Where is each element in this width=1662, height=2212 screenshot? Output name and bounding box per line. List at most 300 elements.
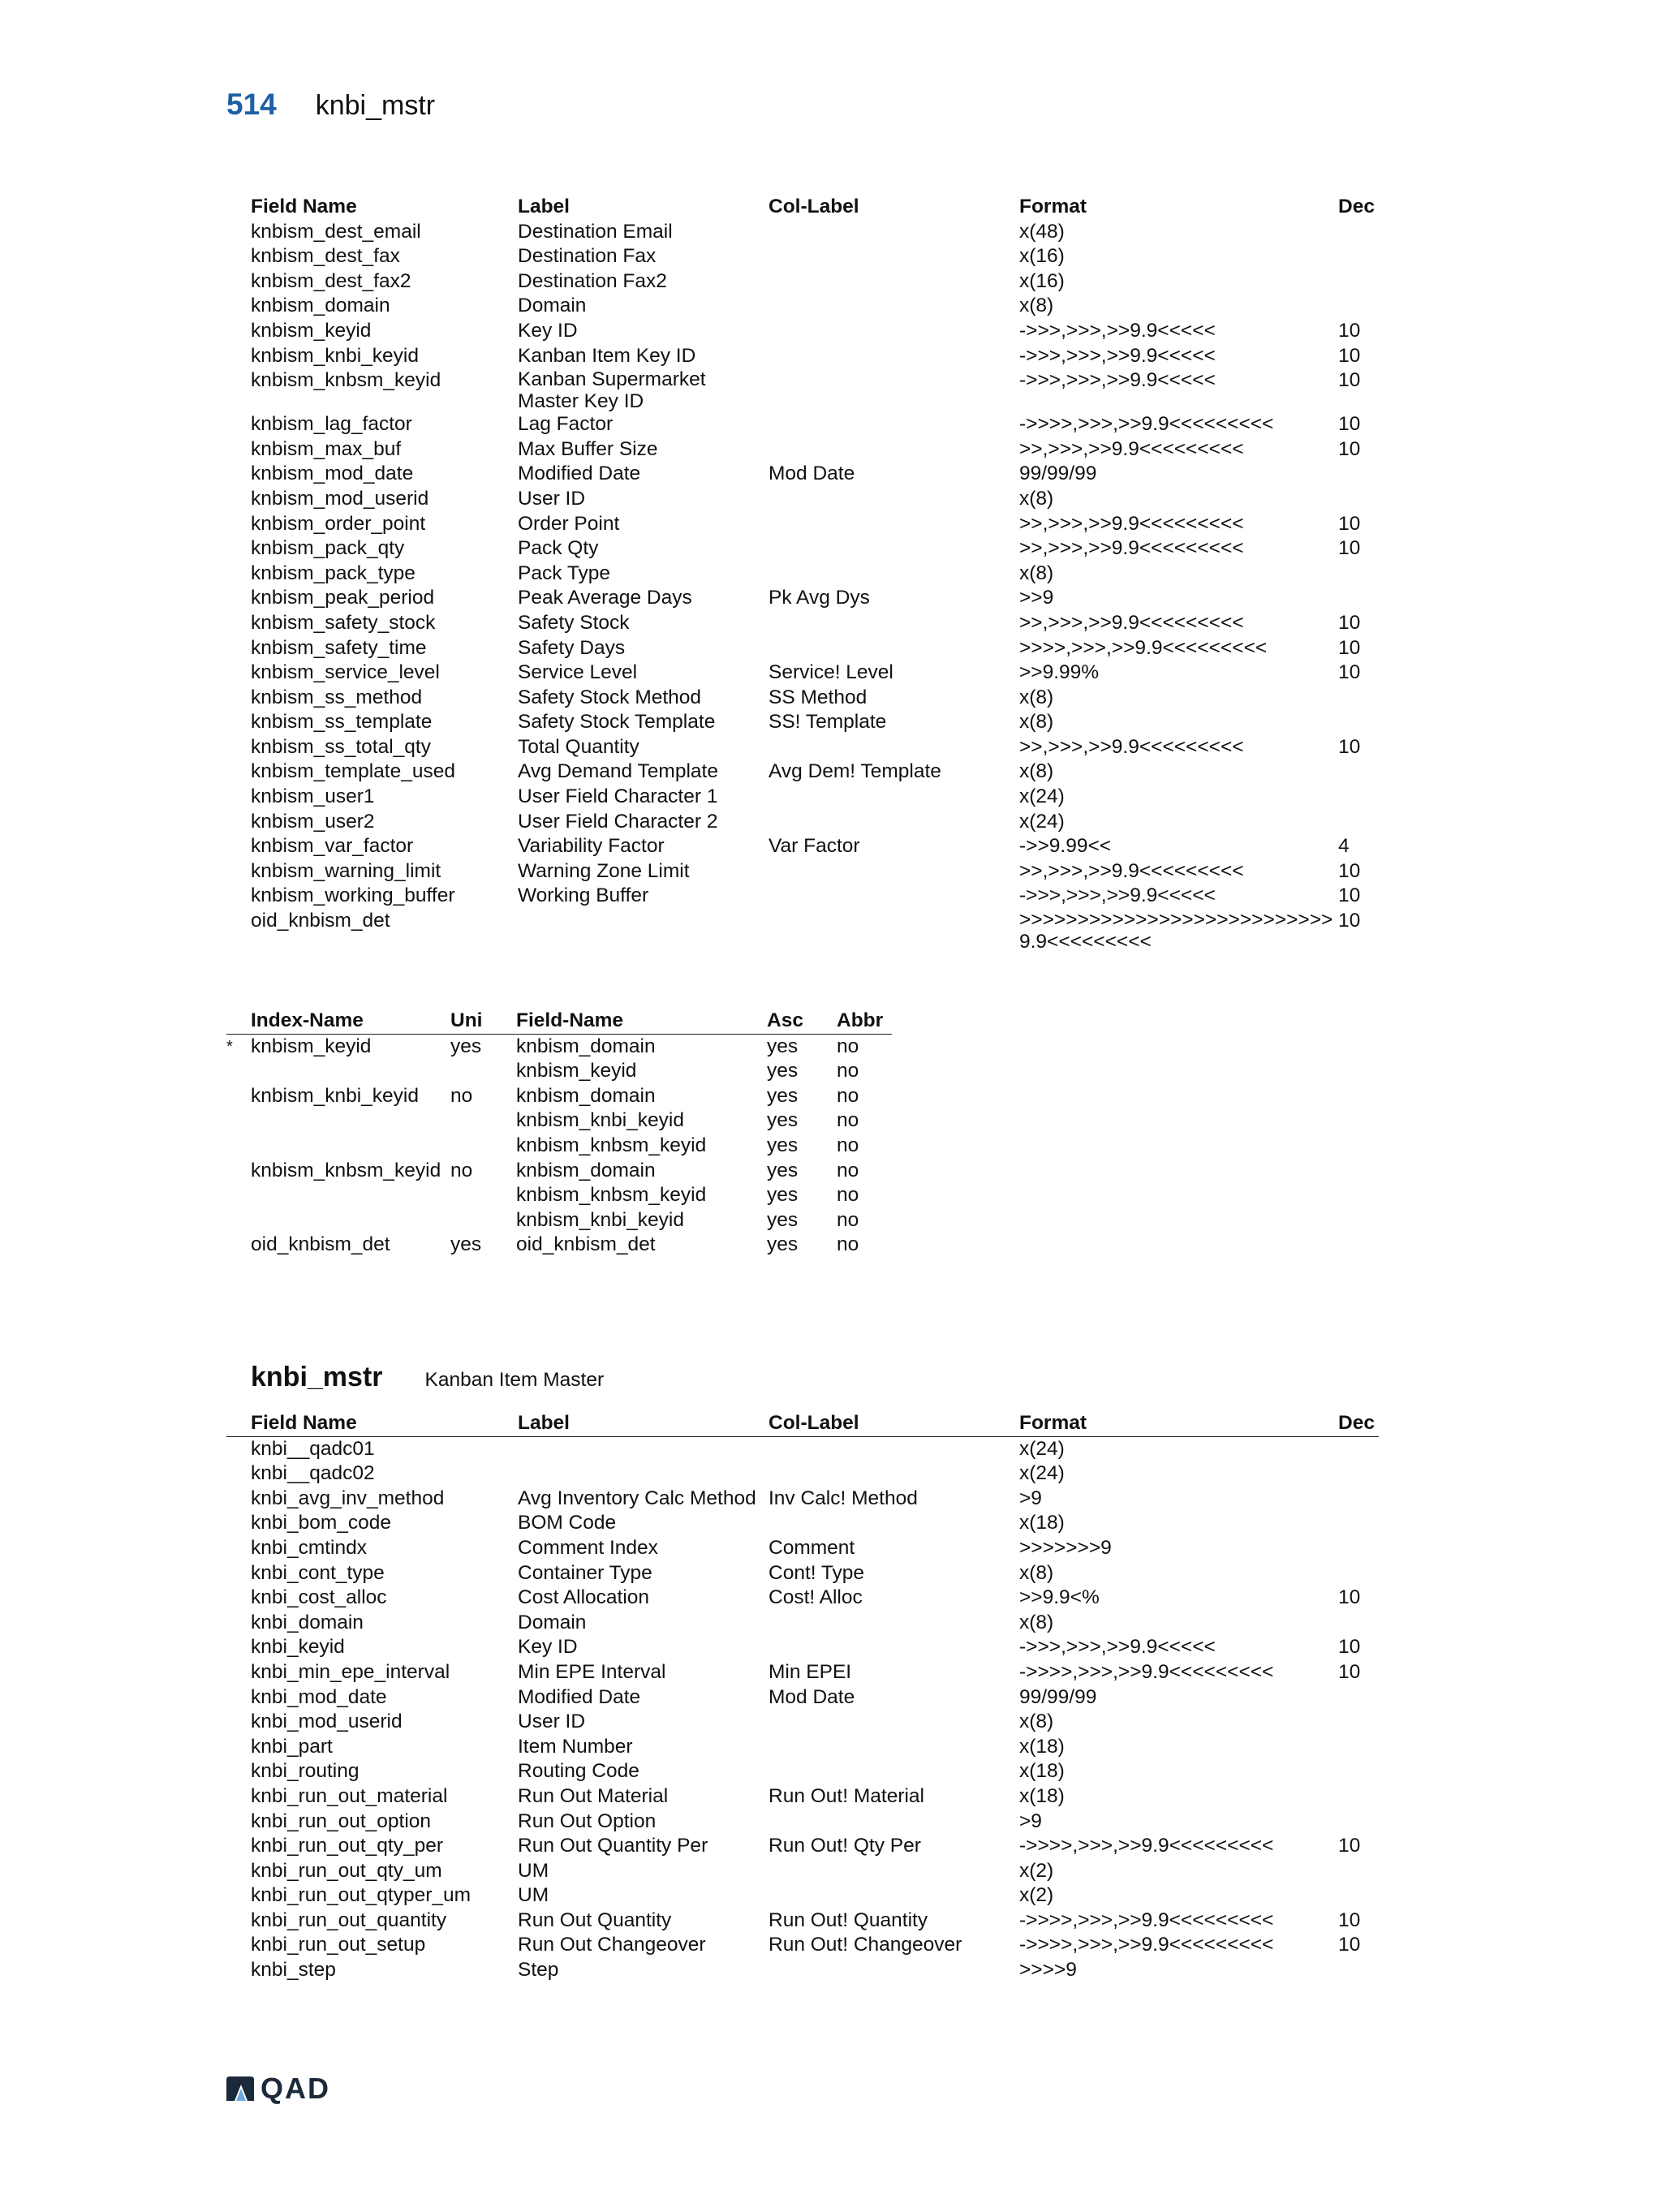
table-cell: Run Out! Material xyxy=(769,1784,924,1807)
table-cell xyxy=(1338,1561,1379,1586)
table-cell: Run Out! Quantity xyxy=(769,1909,928,1931)
table-cell: knbism_safety_stock xyxy=(251,611,436,634)
table-cell: no xyxy=(837,1208,859,1231)
table-header-row xyxy=(226,1009,892,1034)
table-cell: 10 xyxy=(1338,319,1361,342)
table-row xyxy=(226,1735,1379,1760)
table-cell: no xyxy=(837,1159,859,1181)
table-cell: >>,>>>,>>9.9<<<<<<<<< xyxy=(1019,512,1244,535)
table-cell: knbi_run_out_quantity xyxy=(251,1909,447,1931)
table-cell: knbism_ss_template xyxy=(251,711,433,734)
table-cell: Working Buffer xyxy=(518,884,649,907)
table-cell: >>9.99% xyxy=(1019,661,1100,684)
table-cell: 10 xyxy=(1338,859,1361,882)
table-cell: Min EPE Interval xyxy=(518,1660,666,1683)
table-cell xyxy=(769,735,1019,760)
table-cell: no xyxy=(837,1134,859,1156)
table-cell: yes xyxy=(767,1060,799,1082)
table-cell: ->>>,>>>,>>9.9<<<<< xyxy=(1019,1636,1216,1659)
table-cell: knbism_knbsm_keyid xyxy=(251,369,441,392)
table-row xyxy=(251,586,1379,611)
table-cell: SS! Template xyxy=(769,711,887,734)
table-row xyxy=(251,412,1379,437)
table-cell: Cost! Alloc xyxy=(769,1586,863,1609)
table-cell: knbi_step xyxy=(251,1959,336,1982)
primary-index-marker xyxy=(226,1108,251,1134)
table-row xyxy=(251,220,1379,245)
table-cell xyxy=(1338,562,1379,587)
table-cell: x(18) xyxy=(1019,1760,1065,1783)
table-cell xyxy=(1338,1735,1379,1760)
table-cell xyxy=(769,636,1019,661)
table-cell: 10 xyxy=(1338,735,1361,758)
table-cell: knbism_keyid xyxy=(251,319,372,342)
table-cell: >>,>>>,>>9.9<<<<<<<<< xyxy=(1019,611,1244,634)
table-cell xyxy=(450,1108,516,1134)
table-row xyxy=(251,636,1379,661)
table-row xyxy=(251,462,1379,487)
table-cell: x(18) xyxy=(1019,1512,1065,1534)
table-cell: knbi_run_out_setup xyxy=(251,1934,426,1956)
table-cell: Service! Level xyxy=(769,661,893,684)
table-cell xyxy=(518,1436,769,1461)
table-row xyxy=(226,1134,892,1159)
table-cell: Max Buffer Size xyxy=(518,437,658,460)
table-cell: Kanban Item Key ID xyxy=(518,344,696,367)
table-cell: 10 xyxy=(1338,1835,1361,1857)
table-cell: x(24) xyxy=(1019,1462,1065,1485)
table-cell: 10 xyxy=(1338,369,1361,392)
table-row xyxy=(226,1159,892,1184)
table-cell: knbi_mod_userid xyxy=(251,1711,403,1733)
table-cell: 10 xyxy=(1338,512,1361,535)
table-cell: Container Type xyxy=(518,1561,652,1584)
table-row xyxy=(226,1784,1379,1810)
table-cell: yes xyxy=(767,1208,799,1231)
table-cell: no xyxy=(837,1233,859,1256)
primary-index-marker xyxy=(226,1208,251,1233)
table-cell: x(8) xyxy=(1019,711,1054,734)
table-row xyxy=(226,1108,892,1134)
table-cell: x(8) xyxy=(1019,295,1054,317)
table-cell: Mod Date xyxy=(769,1685,855,1708)
table-cell xyxy=(1338,220,1379,245)
table-cell: knbism_pack_type xyxy=(251,562,416,584)
table-cell xyxy=(450,1134,516,1159)
table-row xyxy=(251,884,1379,909)
column-header: Field Name xyxy=(251,196,357,217)
column-header: Col-Label xyxy=(769,1411,1019,1436)
table-cell: knbi_min_epe_interval xyxy=(251,1660,450,1683)
table-cell: knbism_user2 xyxy=(251,810,375,833)
table-cell xyxy=(1338,1611,1379,1636)
table-cell: 99/99/99 xyxy=(1019,1685,1097,1708)
table-cell: x(24) xyxy=(1019,1437,1065,1460)
table-row xyxy=(226,1759,1379,1784)
table-cell: yes xyxy=(767,1134,799,1156)
column-header: Label xyxy=(518,196,570,217)
table-cell: knbism_knbi_keyid xyxy=(516,1109,684,1132)
table-cell: x(18) xyxy=(1019,1784,1065,1807)
section-description: Kanban Item Master xyxy=(424,1369,605,1391)
table-row xyxy=(251,368,1379,412)
table-cell: x(18) xyxy=(1019,1735,1065,1758)
table-cell: x(8) xyxy=(1019,487,1054,510)
table-cell: 10 xyxy=(1338,537,1361,560)
column-header: Format xyxy=(1019,1411,1338,1436)
table-cell xyxy=(769,1735,1019,1760)
table-cell xyxy=(769,785,1019,810)
table-cell: yes xyxy=(767,1159,799,1181)
table-cell xyxy=(1338,1759,1379,1784)
table-cell: 10 xyxy=(1338,884,1361,907)
table-cell: x(8) xyxy=(1019,760,1054,783)
table-cell: Kanban Supermarket Master Key ID xyxy=(518,368,706,413)
table-cell: knbism_knbi_keyid xyxy=(251,1084,419,1107)
table-header-row xyxy=(226,1411,1379,1436)
table-cell: Variability Factor xyxy=(518,835,665,858)
table-cell: ->>>>,>>>,>>9.9<<<<<<<<< xyxy=(1019,1835,1274,1857)
table-cell: knbi_cmtindx xyxy=(251,1536,367,1559)
table-cell xyxy=(769,536,1019,562)
table-cell: ->>9.99<< xyxy=(1019,835,1112,858)
table-row xyxy=(226,1487,1379,1512)
table-cell: knbi_domain xyxy=(251,1611,364,1633)
table-row xyxy=(251,536,1379,562)
table-cell: knbism_dest_email xyxy=(251,220,421,243)
table-cell xyxy=(769,220,1019,245)
table-cell: no xyxy=(450,1084,473,1107)
table-cell: Destination Fax xyxy=(518,245,657,268)
table-cell: 10 xyxy=(1338,1586,1361,1609)
table-cell xyxy=(1338,760,1379,785)
table-cell: x(16) xyxy=(1019,269,1065,292)
table-cell: 10 xyxy=(1338,636,1361,659)
table-cell xyxy=(1338,244,1379,269)
table-cell: Warning Zone Limit xyxy=(518,859,690,882)
table-cell: User Field Character 2 xyxy=(518,810,718,833)
table-cell: >>9.9<% xyxy=(1019,1586,1100,1609)
table-cell: x(8) xyxy=(1019,1611,1054,1633)
table-cell: knbi_run_out_material xyxy=(251,1784,448,1807)
table-cell: x(2) xyxy=(1019,1884,1054,1907)
table-cell: ->>>>,>>>,>>9.9<<<<<<<<< xyxy=(1019,1934,1274,1956)
table-cell: 10 xyxy=(1338,1636,1361,1659)
table-row xyxy=(251,611,1379,636)
section-name: knbi_mstr xyxy=(251,1362,383,1392)
table-cell xyxy=(769,1958,1019,1983)
table-row xyxy=(226,1710,1379,1735)
table-cell xyxy=(251,1059,450,1084)
table-cell: Destination Email xyxy=(518,220,673,243)
table-cell: ->>>>,>>>,>>9.9<<<<<<<<< xyxy=(1019,1660,1274,1683)
table-cell: Avg Dem! Template xyxy=(769,760,941,783)
column-header: Field Name xyxy=(251,1411,518,1436)
table-cell: knbi_run_out_qtyper_um xyxy=(251,1884,471,1907)
table-row xyxy=(251,512,1379,537)
table-cell: Var Factor xyxy=(769,835,860,858)
table-cell: knbism_domain xyxy=(516,1159,656,1181)
column-header: Asc xyxy=(767,1009,837,1034)
table-cell: oid_knbism_det xyxy=(251,1233,390,1256)
table-cell: Run Out! Changeover xyxy=(769,1934,962,1956)
table-row xyxy=(251,785,1379,810)
table-cell xyxy=(450,1183,516,1208)
table-cell: no xyxy=(837,1109,859,1132)
table-cell xyxy=(769,1635,1019,1660)
table-row xyxy=(251,562,1379,587)
table-cell: Safety Days xyxy=(518,636,626,659)
table-cell xyxy=(1338,1461,1379,1487)
table-cell: no xyxy=(837,1084,859,1107)
table-cell: 10 xyxy=(1338,1909,1361,1931)
table-cell: yes xyxy=(767,1109,799,1132)
table-cell xyxy=(769,859,1019,884)
table-cell: Run Out! Qty Per xyxy=(769,1835,921,1857)
table-row xyxy=(226,1436,1379,1461)
table-cell: Safety Stock Method xyxy=(518,686,702,708)
table-cell xyxy=(1338,1536,1379,1561)
field-table-knbi xyxy=(226,1411,1379,1983)
table-row xyxy=(251,437,1379,463)
table-cell: no xyxy=(450,1159,473,1181)
section-title xyxy=(251,1362,604,1393)
table-cell: knbism_domain xyxy=(516,1084,656,1107)
table-cell: knbism_pack_qty xyxy=(251,537,405,560)
table-cell: BOM Code xyxy=(518,1512,617,1534)
column-header: Abbr xyxy=(837,1009,892,1034)
table-cell: User Field Character 1 xyxy=(518,785,718,808)
table-cell xyxy=(1338,294,1379,319)
table-cell: knbi_avg_inv_method xyxy=(251,1487,445,1509)
column-header: Format xyxy=(1019,196,1087,217)
table-cell xyxy=(1338,710,1379,735)
table-cell: knbi__qadc01 xyxy=(251,1437,375,1460)
table-cell: >>>>>>>>>>>>>>>>>>>>>>>>>>>9.9<<<<<<<<< xyxy=(1019,909,1333,953)
table-cell xyxy=(251,1108,450,1134)
table-cell xyxy=(769,1511,1019,1536)
table-cell: >>>>,>>>,>>9.9<<<<<<<<< xyxy=(1019,636,1268,659)
table-cell xyxy=(769,1436,1019,1461)
table-row xyxy=(226,1511,1379,1536)
table-cell: knbism_domain xyxy=(516,1035,656,1057)
table-row xyxy=(226,1183,892,1208)
table-cell: Key ID xyxy=(518,319,578,342)
table-row xyxy=(251,735,1379,760)
table-cell: Avg Demand Template xyxy=(518,760,718,783)
table-cell: knbi_cost_alloc xyxy=(251,1586,387,1609)
table-cell: knbism_mod_date xyxy=(251,463,414,485)
table-cell: knbism_template_used xyxy=(251,760,455,783)
table-cell: >>,>>>,>>9.9<<<<<<<<< xyxy=(1019,537,1244,560)
table-cell xyxy=(1338,1436,1379,1461)
table-cell: Pack Qty xyxy=(518,537,599,560)
column-header: Dec xyxy=(1338,196,1375,217)
table-cell: knbism_knbsm_keyid xyxy=(516,1134,707,1156)
table-cell: knbi_mod_date xyxy=(251,1685,387,1708)
table-cell: Run Out Option xyxy=(518,1810,657,1832)
table-cell xyxy=(769,810,1019,835)
table-cell: Safety Stock Template xyxy=(518,711,716,734)
table-header-row xyxy=(251,195,1379,220)
table-cell: Total Quantity xyxy=(518,735,639,758)
table-row xyxy=(226,1561,1379,1586)
table-cell xyxy=(769,909,1019,953)
table-row xyxy=(226,1635,1379,1660)
column-header: Uni xyxy=(450,1009,516,1034)
table-cell: >>9 xyxy=(1019,587,1054,609)
table-cell xyxy=(769,884,1019,909)
table-cell: >9 xyxy=(1019,1810,1042,1832)
column-header: Field-Name xyxy=(516,1009,767,1034)
table-cell xyxy=(769,294,1019,319)
table-row xyxy=(251,760,1379,785)
table-cell: oid_knbism_det xyxy=(251,910,390,932)
table-cell: UM xyxy=(518,1859,549,1882)
table-cell: knbism_knbi_keyid xyxy=(516,1208,684,1231)
table-row xyxy=(251,294,1379,319)
table-cell: >9 xyxy=(1019,1487,1042,1509)
table-cell: knbism_var_factor xyxy=(251,835,414,858)
table-cell: 10 xyxy=(1338,413,1361,436)
table-cell: knbi__qadc02 xyxy=(251,1462,375,1485)
table-cell xyxy=(769,562,1019,587)
page-title: knbi_mstr xyxy=(315,90,436,121)
table-cell: Comment xyxy=(769,1536,855,1559)
table-row xyxy=(251,269,1379,295)
column-header: Index-Name xyxy=(251,1009,450,1034)
table-row xyxy=(226,1208,892,1233)
table-cell: no xyxy=(837,1060,859,1082)
table-cell: yes xyxy=(767,1184,799,1207)
table-cell: >>>>>>>9 xyxy=(1019,1536,1112,1559)
table-cell: Pack Type xyxy=(518,562,610,584)
table-cell: 10 xyxy=(1338,1660,1361,1683)
table-cell: Routing Code xyxy=(518,1760,639,1783)
table-row xyxy=(226,1536,1379,1561)
table-cell: x(24) xyxy=(1019,810,1065,833)
table-cell xyxy=(769,368,1019,412)
table-row xyxy=(226,1034,892,1059)
table-cell: ->>>,>>>,>>9.9<<<<< xyxy=(1019,344,1216,367)
table-row xyxy=(226,1059,892,1084)
primary-index-marker xyxy=(226,1233,251,1258)
table-cell: x(48) xyxy=(1019,220,1065,243)
table-cell: SS Method xyxy=(769,686,868,708)
column-header: Col-Label xyxy=(769,196,859,217)
table-row xyxy=(226,1909,1379,1934)
qad-logo xyxy=(225,2072,330,2106)
primary-index-marker: * xyxy=(226,1037,233,1056)
table-cell: 99/99/99 xyxy=(1019,463,1097,485)
table-cell: yes xyxy=(767,1035,799,1057)
table-cell: >>,>>>,>>9.9<<<<<<<<< xyxy=(1019,735,1244,758)
table-row xyxy=(251,686,1379,711)
table-row xyxy=(251,319,1379,344)
table-cell xyxy=(1338,1958,1379,1983)
table-row xyxy=(251,244,1379,269)
table-row xyxy=(226,1461,1379,1487)
table-row xyxy=(251,487,1379,512)
table-cell: Run Out Material xyxy=(518,1784,669,1807)
table-cell: knbism_safety_time xyxy=(251,636,427,659)
table-cell: knbism_user1 xyxy=(251,785,375,808)
table-cell: >>,>>>,>>9.9<<<<<<<<< xyxy=(1019,859,1244,882)
table-cell xyxy=(1338,1710,1379,1735)
table-cell: Comment Index xyxy=(518,1536,658,1559)
table-cell: yes xyxy=(450,1035,482,1057)
table-row xyxy=(251,344,1379,369)
table-cell: Run Out Quantity Per xyxy=(518,1835,708,1857)
table-row xyxy=(226,1859,1379,1884)
table-cell xyxy=(769,1611,1019,1636)
primary-index-marker xyxy=(226,1183,251,1208)
table-cell: UM xyxy=(518,1884,549,1907)
table-cell: knbism_service_level xyxy=(251,661,440,684)
table-cell: no xyxy=(837,1184,859,1207)
table-cell: User ID xyxy=(518,1711,586,1733)
table-cell: knbism_keyid xyxy=(251,1035,372,1057)
column-header: Label xyxy=(518,1411,769,1436)
table-cell: knbi_routing xyxy=(251,1760,360,1783)
table-cell: knbi_part xyxy=(251,1735,333,1758)
table-cell: Step xyxy=(518,1959,559,1982)
table-cell xyxy=(769,512,1019,537)
table-cell: yes xyxy=(450,1233,482,1256)
table-cell: no xyxy=(837,1035,859,1057)
table-cell: knbi_cont_type xyxy=(251,1561,385,1584)
table-cell: Min EPEI xyxy=(769,1660,852,1683)
table-cell xyxy=(1338,462,1379,487)
table-cell: Domain xyxy=(518,295,587,317)
table-cell xyxy=(518,1461,769,1487)
table-cell xyxy=(1338,686,1379,711)
table-cell: knbism_knbi_keyid xyxy=(251,344,419,367)
table-cell: knbism_knbsm_keyid xyxy=(251,1159,441,1181)
primary-index-marker xyxy=(226,1084,251,1109)
table-cell xyxy=(1338,1685,1379,1711)
table-cell: >>>>9 xyxy=(1019,1959,1077,1982)
table-cell xyxy=(1338,586,1379,611)
table-cell: knbism_working_buffer xyxy=(251,884,455,907)
table-cell: Pk Avg Dys xyxy=(769,587,870,609)
table-row xyxy=(251,810,1379,835)
table-cell: 10 xyxy=(1338,344,1361,367)
table-cell: x(8) xyxy=(1019,562,1054,584)
qad-logo-icon xyxy=(225,2075,256,2102)
table-cell xyxy=(769,1859,1019,1884)
table-cell: Inv Calc! Method xyxy=(769,1487,918,1509)
table-row xyxy=(226,1611,1379,1636)
table-cell xyxy=(450,1208,516,1233)
table-cell: Safety Stock xyxy=(518,611,630,634)
table-cell: Item Number xyxy=(518,1735,633,1758)
table-cell xyxy=(769,1883,1019,1909)
table-cell: knbism_peak_period xyxy=(251,587,435,609)
table-cell: knbism_keyid xyxy=(516,1060,637,1082)
table-cell: Modified Date xyxy=(518,463,641,485)
table-row xyxy=(251,834,1379,859)
table-cell: Run Out Changeover xyxy=(518,1934,706,1956)
table-cell: knbism_ss_method xyxy=(251,686,423,708)
table-cell xyxy=(769,244,1019,269)
table-row xyxy=(226,1660,1379,1685)
table-cell: knbism_warning_limit xyxy=(251,859,441,882)
table-cell xyxy=(769,487,1019,512)
table-cell: yes xyxy=(767,1233,799,1256)
table-cell: Cost Allocation xyxy=(518,1586,650,1609)
table-cell: knbism_max_buf xyxy=(251,437,402,460)
